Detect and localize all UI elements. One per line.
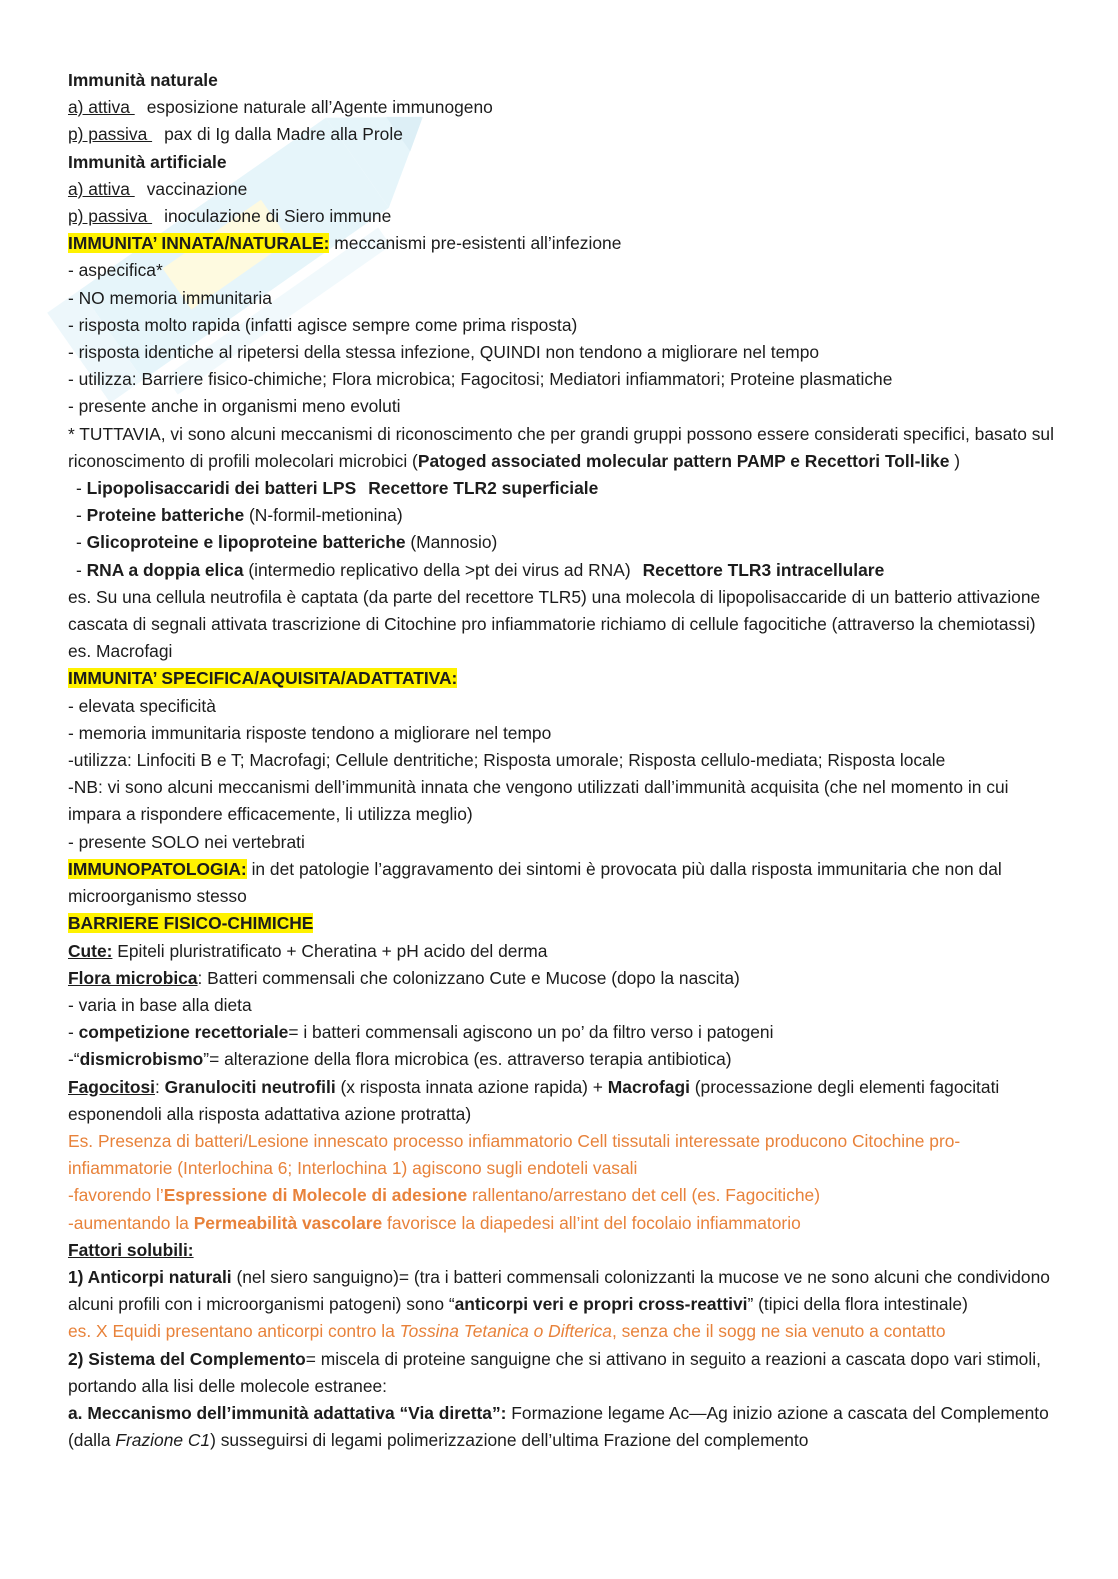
list-item: - risposta identiche al ripetersi della stessa infezione, QUINDI non tendono a migliorare nel tempo <box>68 342 820 363</box>
list-item: - utilizza: Barriere fisico-chimiche; Flora microbica; Fagocitosi; Mediatori infiammatori; Proteine plasmatiche <box>68 369 893 390</box>
heading-barriere: BARRIERE FISICO-CHIMICHE <box>68 913 314 934</box>
paragraph-example-infiammazione: Es. Presenza di batteri/Lesione innescato processo infiammatorio Cell tissutali interessate producono Citochine pro-infiammatorie (Interlochina 6; Interlochina 1) agiscono sugli endoteli vasali <box>68 1130 961 1179</box>
heading-immunita-specifica: IMMUNITA’ SPECIFICA/AQUISITA/ADATTATIVA: <box>68 668 458 689</box>
document-content <box>68 67 1058 1454</box>
list-item: - memoria immunitaria risposte tendono a migliorare nel tempo <box>68 722 552 743</box>
list-item: - Proteine batteriche (N-formil-metionina) <box>76 505 403 526</box>
heading-fattori-solubili: Fattori solubili: <box>68 1239 194 1260</box>
heading-immunita-artificiale: Immunità artificiale <box>68 151 227 172</box>
list-item: - RNA a doppia elica (intermedio replicativo della >pt dei virus ad RNA) Recettore TLR3 intracellulare <box>76 559 885 580</box>
paragraph-pamp-note: * TUTTAVIA, vi sono alcuni meccanismi di riconoscimento che per grandi gruppi possono essere considerati specifici, basato sul riconoscimento di profili molecolari microbici (Patoged associated molecular pattern PAMP e Recettori Toll-like ) <box>68 423 1054 471</box>
list-item: - Glicoproteine e lipoproteine batteriche (Mannosio) <box>76 532 498 553</box>
paragraph-immunopatologia: IMMUNOPATOLOGIA: in det patologie l’aggravamento dei sintomi è provocata più dalla risposta immunitaria che non dal microorganismo stesso <box>68 858 1002 907</box>
paragraph-example-neutrofila: es. Su una cellula neutrofila è captata (da parte del recettore TLR5) una molecola di lipopolisaccaride di un batterio attivazione cascata di segnali attivata trascrizione di Citochine pro infiammatorie richiamo di cellule fagocitiche (attraverso la chemiotassi) es. Macrofagi <box>68 586 1041 662</box>
line-adesione: -favorendo l’Espressione di Molecole di adesione rallentano/arrestano det cell (es. Fagocitiche) <box>68 1185 820 1206</box>
list-item: -NB: vi sono alcuni meccanismi dell’immunità innata che vengono utilizzati dall’immunità acquisita (che nel momento in cui impara a rispondere efficacemente, li utilizza meglio) <box>68 777 1009 825</box>
list-item: - NO memoria immunitaria <box>68 287 272 308</box>
list-item: - competizione recettoriale= i batteri commensali agiscono un po’ da filtro verso i patogeni <box>68 1022 774 1043</box>
line-cute: Cute: Epiteli pluristratificato + Cheratina + pH acido del derma <box>68 940 548 961</box>
line-naturale-passiva: p) passiva pax di Ig dalla Madre alla Prole <box>68 124 403 145</box>
list-item: - aspecifica* <box>68 260 163 281</box>
list-item: - elevata specificità <box>68 695 216 716</box>
line-flora: Flora microbica: Batteri commensali che colonizzano Cute e Mucose (dopo la nascita) <box>68 967 740 988</box>
list-item: - varia in base alla dieta <box>68 994 252 1015</box>
list-item: - Lipopolisaccaridi dei batteri LPS Recettore TLR2 superficiale <box>76 478 599 499</box>
paragraph-complemento: 2) Sistema del Complemento= miscela di proteine sanguigne che si attivano in seguito a reazioni a cascata dopo vari stimoli, portando alla lisi delle molecole estranee: <box>68 1348 1041 1396</box>
paragraph-anticorpi-naturali: 1) Anticorpi naturali (nel siero sanguigno)= (tra i batteri commensali colonizzanti la mucose ve ne sono alcuni che condividono alcuni profili con i microorganismi patogeni) sono “anticorpi veri e propri cross-reattivi” (tipici della flora intestinale) <box>68 1266 1050 1315</box>
list-item: - presente SOLO nei vertebrati <box>68 831 305 852</box>
list-item: -“dismicrobismo”= alterazione della flora microbica (es. attraverso terapia antibiotica) <box>68 1049 732 1070</box>
line-permeabilita: -aumentando la Permeabilità vascolare favorisce la diapedesi all’int del focolaio infiammatorio <box>68 1212 801 1233</box>
list-item: - risposta molto rapida (infatti agisce sempre come prima risposta) <box>68 314 578 335</box>
list-item: -utilizza: Linfociti B e T; Macrofagi; Cellule dentritiche; Risposta umorale; Risposta cellulo-mediata; Risposta locale <box>68 750 946 771</box>
line-naturale-attiva: a) attiva esposizione naturale all’Agente immunogeno <box>68 97 493 118</box>
line-artificiale-passiva: p) passiva inoculazione di Siero immune <box>68 206 392 227</box>
paragraph-via-diretta: a. Meccanismo dell’immunità adattativa “Via diretta”: Formazione legame Ac—Ag inizio azione a cascata del Complemento (dalla Frazione C1) susseguirsi di legami polimerizzazione dell’ultima Frazione del complemento <box>68 1402 1049 1451</box>
list-item: - presente anche in organismi meno evoluti <box>68 396 401 417</box>
heading-immunita-innata: IMMUNITA’ INNATA/NATURALE: meccanismi pre-esistenti all’infezione <box>68 233 622 254</box>
line-artificiale-attiva: a) attiva vaccinazione <box>68 178 248 199</box>
heading-immunita-naturale: Immunità naturale <box>68 70 218 90</box>
paragraph-fagocitosi: Fagocitosi: Granulociti neutrofili (x risposta innata azione rapida) + Macrofagi (processazione degli elementi fagocitati esponendoli alla risposta adattativa azione protratta) <box>68 1076 1000 1124</box>
line-example-equidi: es. X Equidi presentano anticorpi contro la Tossina Tetanica o Difterica, senza che il sogg ne sia venuto a contatto <box>68 1321 946 1342</box>
